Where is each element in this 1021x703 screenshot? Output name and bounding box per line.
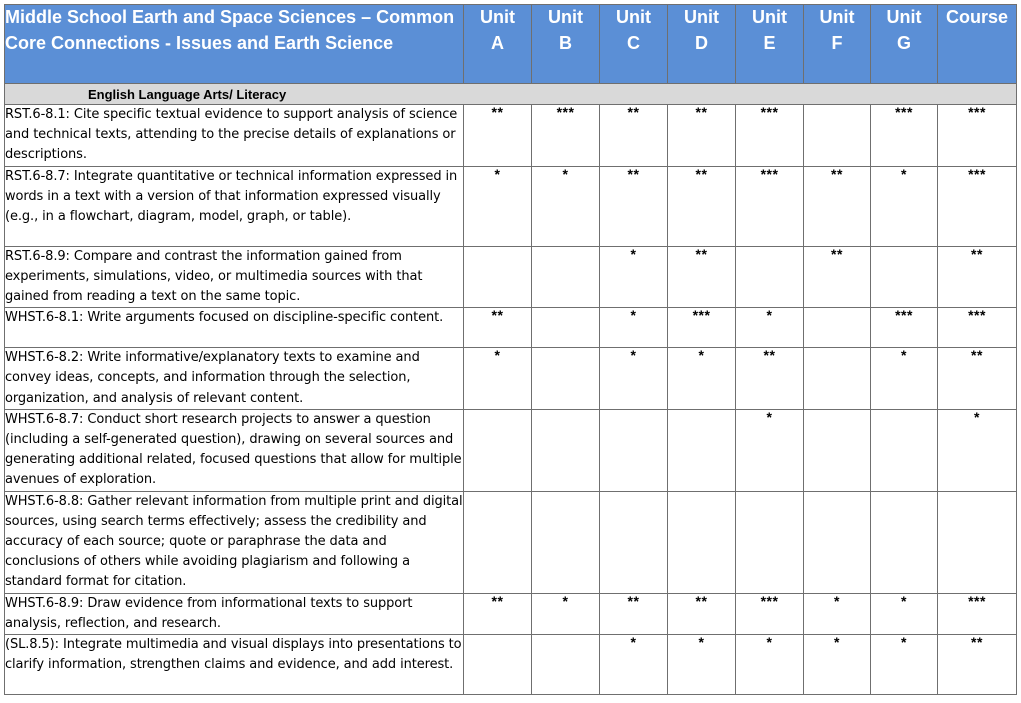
rating-cell: ** [464, 105, 532, 167]
rating-cell: * [938, 409, 1017, 491]
rating-cell: * [532, 593, 600, 634]
rating-cell: * [464, 348, 532, 410]
rating-cell [668, 491, 736, 593]
rating-cell: *** [938, 105, 1017, 167]
rating-cell: ** [938, 348, 1017, 410]
rating-cell: * [736, 635, 804, 695]
rating-cell [871, 246, 938, 308]
table-row [5, 635, 1017, 695]
rating-cell [532, 491, 600, 593]
table-row [5, 308, 1017, 348]
rating-cell: ** [600, 593, 668, 634]
rating-cell [600, 409, 668, 491]
column-header-unit-d [668, 5, 736, 84]
rating-cell [464, 409, 532, 491]
rating-cell [532, 409, 600, 491]
standard-text: WHST.6-8.1: Write arguments focused on discipline-specific content. [5, 308, 464, 348]
column-header-line1: Unit [548, 7, 583, 27]
rating-cell [464, 635, 532, 695]
column-header-line2: G [896, 32, 911, 53]
rating-cell: ** [600, 166, 668, 246]
rating-cell: * [600, 348, 668, 410]
rating-cell: ** [668, 166, 736, 246]
rating-cell: * [600, 308, 668, 348]
rating-cell [871, 409, 938, 491]
rating-cell: *** [938, 166, 1017, 246]
column-header-line1: Unit [684, 7, 719, 27]
rating-cell: ** [668, 105, 736, 167]
column-header-unit-f [804, 5, 871, 84]
column-header-line1: Course [945, 7, 1008, 27]
column-header-unit-e [736, 5, 804, 84]
rating-cell [532, 348, 600, 410]
rating-cell: * [871, 635, 938, 695]
rating-cell: *** [938, 593, 1017, 634]
rating-cell: * [804, 635, 871, 695]
rating-cell: ** [668, 593, 736, 634]
rating-cell: ** [600, 105, 668, 167]
rating-cell: * [871, 166, 938, 246]
rating-cell: * [600, 246, 668, 308]
standard-text: RST.6-8.1: Cite specific textual evidence to support analysis of science and technical texts, attending to the precise details of explanations or descriptions. [5, 105, 464, 167]
rating-cell [464, 246, 532, 308]
column-header-line1: Unit [752, 7, 787, 27]
standards-table [4, 4, 1017, 695]
table-row [5, 491, 1017, 593]
rating-cell: ** [736, 348, 804, 410]
column-header-line2: F [831, 32, 843, 53]
column-header-line2: E [763, 32, 776, 53]
rating-cell: * [532, 166, 600, 246]
rating-cell [736, 246, 804, 308]
column-header-line2: B [559, 32, 572, 53]
column-header-unit-b [532, 5, 600, 84]
rating-cell: * [464, 166, 532, 246]
rating-cell: *** [871, 308, 938, 348]
rating-cell: ** [804, 246, 871, 308]
column-header-line1: Unit [480, 7, 515, 27]
rating-cell: * [804, 593, 871, 634]
rating-cell: ** [938, 635, 1017, 695]
standard-text: WHST.6-8.8: Gather relevant information from multiple print and digital sources, using search terms effectively; assess the credibility and accuracy of each source; quote or paraphrase the data and conclusions of others while avoiding plagiarism and following a standard format for citation. [5, 491, 464, 593]
column-header-line2: A [491, 32, 504, 53]
rating-cell [804, 308, 871, 348]
rating-cell [532, 308, 600, 348]
column-header-line1: Unit [819, 7, 855, 27]
rating-cell [804, 491, 871, 593]
column-header-line2: C [627, 32, 640, 53]
column-header-line2: D [695, 32, 708, 53]
table-title: Middle School Earth and Space Sciences – Common Core Connections - Issues and Earth Science [5, 5, 464, 84]
rating-cell: *** [736, 105, 804, 167]
rating-cell [804, 348, 871, 410]
table-row [5, 409, 1017, 491]
rating-cell: * [736, 409, 804, 491]
rating-cell [464, 491, 532, 593]
rating-cell: ** [464, 308, 532, 348]
rating-cell: * [600, 635, 668, 695]
rating-cell [600, 491, 668, 593]
rating-cell [736, 491, 804, 593]
rating-cell: * [668, 635, 736, 695]
rating-cell: *** [532, 105, 600, 167]
rating-cell [938, 491, 1017, 593]
rating-cell: *** [736, 166, 804, 246]
column-header-unit-a [464, 5, 532, 84]
rating-cell: ** [804, 166, 871, 246]
header-row [5, 5, 1017, 84]
rating-cell [668, 409, 736, 491]
rating-cell [804, 105, 871, 167]
rating-cell: *** [736, 593, 804, 634]
rating-cell [532, 635, 600, 695]
table-row [5, 593, 1017, 634]
rating-cell: * [871, 593, 938, 634]
standard-text: WHST.6-8.7: Conduct short research projects to answer a question (including a self-generated question), drawing on several sources and generating additional related, focused questions that allow for multiple avenues of exploration. [5, 409, 464, 491]
rating-cell: *** [938, 308, 1017, 348]
section-row [5, 84, 1017, 105]
column-header-line1: Unit [616, 7, 651, 27]
standard-text: RST.6-8.9: Compare and contrast the information gained from experiments, simulations, video, or multimedia sources with that gained from reading a text on the same topic. [5, 246, 464, 308]
column-header-line1: Unit [886, 7, 922, 27]
rating-cell: *** [668, 308, 736, 348]
table-row [5, 246, 1017, 308]
rating-cell [532, 246, 600, 308]
standard-text: (SL.8.5): Integrate multimedia and visual displays into presentations to clarify information, strengthen claims and evidence, and add interest. [5, 635, 464, 695]
column-header-unit-g [871, 5, 938, 84]
standard-text: WHST.6-8.9: Draw evidence from informational texts to support analysis, reflection, and research. [5, 593, 464, 634]
rating-cell [871, 491, 938, 593]
rating-cell [804, 409, 871, 491]
table-row [5, 105, 1017, 167]
standard-text: RST.6-8.7: Integrate quantitative or technical information expressed in words in a text with a version of that information expressed visually (e.g., in a flowchart, diagram, model, graph, or table). [5, 166, 464, 246]
rating-cell: * [736, 308, 804, 348]
column-header-course [938, 5, 1017, 84]
column-header-unit-c [600, 5, 668, 84]
rating-cell: ** [938, 246, 1017, 308]
rating-cell: * [668, 348, 736, 410]
section-heading: English Language Arts/ Literacy [5, 84, 1017, 105]
table-row [5, 166, 1017, 246]
rating-cell: *** [871, 105, 938, 167]
standard-text: WHST.6-8.2: Write informative/explanatory texts to examine and convey ideas, concepts, and information through the selection, organization, and analysis of relevant content. [5, 348, 464, 410]
rating-cell: * [871, 348, 938, 410]
rating-cell: ** [464, 593, 532, 634]
rating-cell: ** [668, 246, 736, 308]
table-row [5, 348, 1017, 410]
